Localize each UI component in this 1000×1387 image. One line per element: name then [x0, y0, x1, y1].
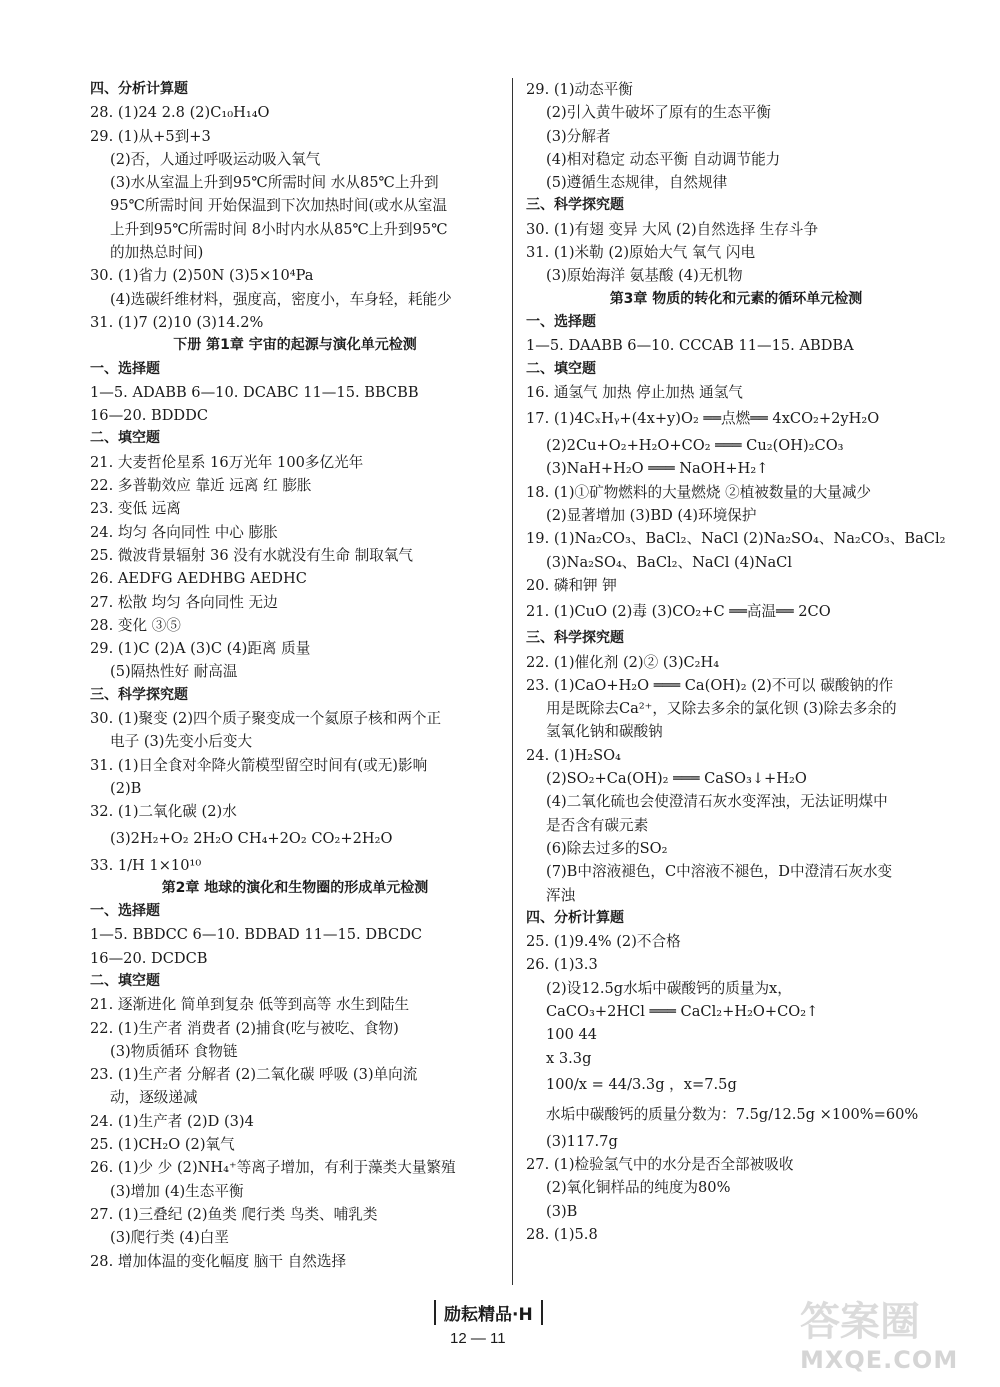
answer-line: 24. (1)生产者 (2)D (3)4	[90, 1112, 254, 1130]
answer-line: 28. (1)24 2.8 (2)C₁₀H₁₄O	[90, 104, 270, 122]
answer-line: (3)117.7g	[546, 1132, 618, 1150]
answer-line: 26. (1)少 少 (2)NH₄⁺等离子增加，有利于藻类大量繁殖	[90, 1159, 456, 1177]
section-heading: 三、科学探究题	[526, 630, 624, 647]
answer-line: (4)选碳纤维材料，强度高，密度小，车身轻，耗能少	[110, 290, 452, 308]
section-heading: 一、选择题	[526, 313, 596, 330]
answer-line: 28. (1)5.8	[526, 1226, 598, 1244]
answer-line: 28. 增加体温的变化幅度 脑干 自然选择	[90, 1252, 347, 1270]
answer-line: 22. (1)生产者 消费者 (2)捕食(吃与被吃、食物)	[90, 1019, 399, 1037]
answer-line: 27. 松散 均匀 各向同性 无边	[90, 593, 278, 611]
answer-line: 22. (1)催化剂 (2)② (3)C₂H₄	[526, 653, 720, 671]
answer-line: 23. (1)生产者 分解者 (2)二氧化碳 呼吸 (3)单向流	[90, 1066, 418, 1084]
section-heading: 二、填空题	[90, 430, 160, 447]
answer-line: 30. (1)聚变 (2)四个质子聚变成一个氦原子核和两个正	[90, 710, 442, 728]
answer-line: 25. (1)CH₂O (2)氧气	[90, 1136, 235, 1154]
answer-line: (4)二氧化硫也会使澄清石灰水变浑浊，无法证明煤中	[546, 793, 888, 811]
section-heading: 三、科学探究题	[90, 686, 188, 703]
answer-line: 21. 逐渐进化 简单到复杂 低等到高等 水生到陆生	[90, 996, 410, 1014]
answer-line: (4)相对稳定 动态平衡 自动调节能力	[546, 150, 781, 168]
answer-line: (2)设12.5g水垢中碳酸钙的质量为x，	[546, 979, 792, 997]
answer-line: 21. 大麦哲伦星系 16万光年 100多亿光年	[90, 453, 364, 471]
answer-line: (7)B中溶液褪色，C中溶液不褪色，D中澄清石灰水变	[546, 863, 893, 881]
answer-line: 17. (1)4CₓHᵧ+(4x+y)O₂ ══点燃══ 4xCO₂+2yH₂O	[526, 410, 880, 428]
answer-line: 100/x = 44/3.3g ，x=7.5g	[546, 1075, 737, 1093]
answer-line: 26. (1)3.3	[526, 956, 598, 974]
answer-line: (2)显著增加 (3)BD (4)环境保护	[546, 507, 757, 525]
answer-line: 电子 (3)先变小后变大	[110, 733, 253, 751]
answer-line: (2)B	[110, 779, 142, 797]
answer-line: (2)引入黄牛破坏了原有的生态平衡	[546, 104, 771, 122]
answer-line: 33. 1/H 1×10¹⁰	[90, 856, 202, 874]
answer-line: (3)物质循环 食物链	[110, 1042, 238, 1060]
answer-line: 29. (1)动态平衡	[526, 81, 633, 98]
section-heading: 四、分析计算题	[90, 81, 188, 97]
watermark	[800, 1290, 990, 1380]
answer-line: (2)2Cu+O₂+H₂O+CO₂ ═══ Cu₂(OH)₂CO₃	[546, 437, 844, 455]
answer-line: (6)除去过多的SO₂	[546, 839, 668, 857]
answer-line: 24. (1)H₂SO₄	[526, 746, 621, 764]
answer-line: 29. (1)从+5到+3	[90, 127, 211, 145]
section-heading: 三、科学探究题	[526, 197, 624, 214]
answer-line: 100 44	[546, 1026, 598, 1044]
answer-line: (3)NaH+H₂O ═══ NaOH+H₂↑	[546, 460, 769, 478]
answer-line: 上升到95℃所需时间 8小时内水从85℃上升到95℃	[110, 220, 448, 238]
answer-line: 95℃所需时间 开始保温到下次加热时间(或水从室温	[110, 197, 448, 215]
answer-line: 16—20. BDDDC	[90, 407, 209, 425]
answer-line: 32. (1)二氧化碳 (2)水	[90, 803, 237, 821]
answer-line: (5)隔热性好 耐高温	[110, 663, 238, 681]
answer-line: 18. (1)①矿物燃料的大量燃烧 ②植被数量的大量减少	[526, 483, 872, 501]
watermark-text: MXQE.COM	[800, 1346, 959, 1374]
chapter-heading: 第2章 地球的演化和生物圈的形成单元检测	[161, 879, 429, 896]
answer-line: (3)B	[546, 1202, 578, 1220]
answer-line: 19. (1)Na₂CO₃、BaCl₂、NaCl (2)Na₂SO₄、Na₂CO₃、BaCl₂	[526, 530, 946, 548]
answer-line: (3)增加 (4)生态平衡	[110, 1182, 244, 1200]
right-column	[526, 78, 946, 1246]
answer-line: (3)水从室温上升到95℃所需时间 水从85℃上升到	[110, 174, 439, 192]
page-number: 12 — 11	[450, 1330, 506, 1347]
answer-line: 25. (1)9.4% (2)不合格	[526, 933, 681, 951]
answer-line: 用是既除去Ca²⁺，又除去多余的氯化钡 (3)除去多余的	[546, 700, 897, 718]
answer-line: (3)分解者	[546, 127, 611, 145]
watermark-logo: 答案圈	[800, 1299, 920, 1345]
answer-line: (2)否，人通过呼吸运动吸入氧气	[110, 150, 321, 168]
answer-line: 30. (1)省力 (2)50N (3)5×10⁴Pa	[90, 267, 314, 285]
answer-line: 28. 变化 ③⑤	[90, 616, 181, 634]
answer-line: (3)原始海洋 氨基酸 (4)无机物	[546, 267, 743, 285]
answer-line: 30. (1)有翅 变异 大风 (2)自然选择 生存斗争	[526, 220, 819, 238]
chapter-heading: 第3章 物质的转化和元素的循环单元检测	[609, 290, 863, 307]
answer-line: (3)爬行类 (4)白垩	[110, 1229, 229, 1247]
left-column	[90, 78, 500, 1273]
section-heading: 二、填空题	[90, 972, 160, 989]
answer-line: (3)Na₂SO₄、BaCl₂、NaCl (4)NaCl	[546, 553, 793, 571]
answer-line: (5)遵循生态规律，自然规律	[546, 174, 728, 192]
answer-line: 1—5. BBDCC 6—10. BDBAD 11—15. DBCDC	[90, 926, 423, 944]
column-divider	[512, 78, 513, 1285]
section-heading: 一、选择题	[90, 903, 160, 920]
answer-line: 25. 微波背景辐射 36 没有水就没有生命 制取氧气	[90, 546, 414, 564]
answer-line: 氢氧化钠和碳酸钠	[546, 723, 663, 741]
answer-line: 29. (1)C (2)A (3)C (4)距离 质量	[90, 640, 311, 658]
answer-line: 是否含有碳元素	[546, 816, 649, 834]
answer-line: 1—5. DAABB 6—10. CCCAB 11—15. ABDBA	[526, 337, 854, 355]
answer-line: 22. 多普勒效应 靠近 远离 红 膨胀	[90, 477, 312, 495]
answer-line: 31. (1)7 (2)10 (3)14.2%	[90, 313, 264, 331]
answer-line: 31. (1)日全食对伞降火箭模型留空时间有(或无)影响	[90, 756, 428, 774]
answer-line: x 3.3g	[546, 1049, 592, 1067]
answer-line: 的加热总时间)	[110, 244, 204, 262]
answer-line: 动，逐级递减	[110, 1089, 198, 1107]
answer-line: 23. 变低 远离	[90, 500, 181, 518]
answer-line: (2)氧化铜样品的纯度为80%	[546, 1179, 731, 1197]
answer-line: 21. (1)CuO (2)毒 (3)CO₂+C ══高温══ 2CO	[526, 603, 831, 621]
answer-line: 27. (1)检验氢气中的水分是否全部被吸收	[526, 1156, 794, 1174]
section-heading: 四、分析计算题	[526, 909, 624, 926]
section-heading: 一、选择题	[90, 360, 160, 377]
answer-line: 31. (1)米勒 (2)原始大气 氧气 闪电	[526, 244, 756, 262]
answer-line: 20. 磷和钾 钾	[526, 576, 617, 594]
answer-line: 26. AEDFG AEDHBG AEDHC	[90, 570, 307, 588]
answer-line: 水垢中碳酸钙的质量分数为：7.5g/12.5g ×100%=60%	[546, 1105, 919, 1123]
answer-line: 1—5. ADABB 6—10. DCABC 11—15. BBCBB	[90, 383, 419, 401]
answer-line: 16—20. DCDCB	[90, 949, 208, 967]
answer-line: 16. 通氢气 加热 停止加热 通氢气	[526, 383, 743, 401]
answer-line: 23. (1)CaO+H₂O ═══ Ca(OH)₂ (2)不可以 碳酸钠的作	[526, 676, 894, 694]
answer-line: 浑浊	[546, 886, 576, 904]
answer-line: (3)2H₂+O₂ 2H₂O CH₄+2O₂ CO₂+2H₂O	[110, 829, 393, 847]
chapter-heading: 下册 第1章 宇宙的起源与演化单元检测	[173, 337, 417, 354]
answer-line: 24. 均匀 各向同性 中心 膨胀	[90, 523, 278, 541]
answer-line: CaCO₃+2HCl ═══ CaCl₂+H₂O+CO₂↑	[546, 1002, 819, 1020]
answer-line: 27. (1)三叠纪 (2)鱼类 爬行类 鸟类、哺乳类	[90, 1205, 378, 1223]
answer-line: (2)SO₂+Ca(OH)₂ ═══ CaSO₃↓+H₂O	[546, 770, 807, 788]
section-heading: 二、填空题	[526, 360, 596, 377]
footer-brand: 励耘精品·H	[434, 1300, 543, 1325]
